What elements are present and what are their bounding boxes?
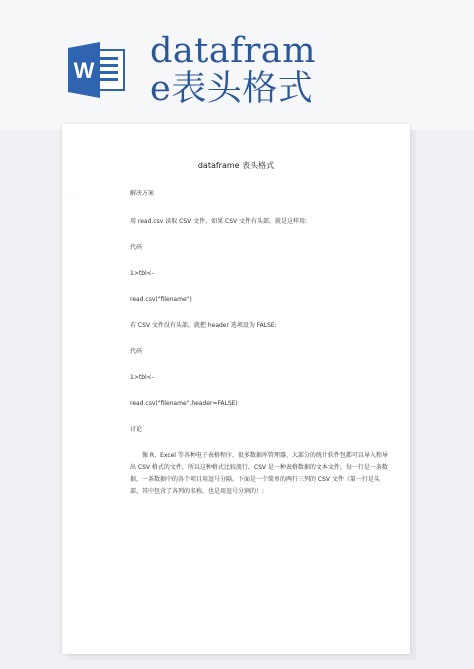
document-page: [51, 124, 410, 654]
paragraph-discussion-heading: 讨论: [130, 426, 143, 433]
paragraph-solution-heading: 解决方案: [130, 190, 155, 197]
paragraph-code-line-2: read.csv("filename"): [130, 296, 192, 303]
paragraph-code-line-3: 1>tbl<-: [130, 374, 154, 381]
document-title: dataframe 表头格式: [197, 161, 275, 170]
paragraph-code-line-4: read.csv("filename",header=FALSE): [130, 400, 238, 407]
paragraph-code-label-2: 代码: [130, 348, 143, 355]
paragraph-code-line-1: 1>tbl<-: [130, 270, 154, 277]
paragraph-code-label: 代码: [130, 244, 143, 251]
banner-title-line-2: e表头格式: [150, 69, 314, 109]
word-document-icon: [66, 42, 128, 98]
watermark: ———: [51, 189, 80, 209]
paragraph-read-csv: 用 read.csv 读取 CSV 文件。如果 CSV 文件有头部，就是这样用:: [130, 218, 308, 225]
paragraph-discussion-body: 像 R、Excel 等各种电子表格程序、很多数据库管理器、大部分的统计软件包都可以导入和导出 CSV 格式的文件，所以这种格式比较流行。CSV 是一种表格数据的文本文件，每一行是一条数据，一条数据中的各个项目用逗号分隔。下面是一个简单的两行三列的 CSV 文件（第一行是头部，其中包含了各列的名称，也是用逗号分割的）:: [130, 452, 388, 495]
banner-title-line-1: datafram: [150, 31, 316, 71]
paragraph-no-header: 若 CSV 文件没有头部，就把 header 选项设为 FALSE:: [130, 322, 277, 329]
svg-text:W: W: [73, 58, 95, 83]
